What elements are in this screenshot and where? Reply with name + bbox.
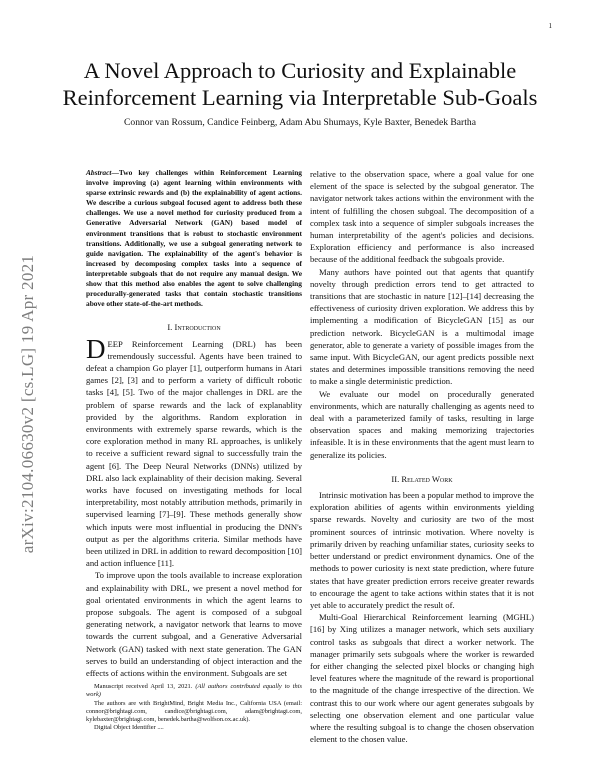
footnotes [86, 681, 302, 732]
footnote-doi: Digital Object Identifier .... [94, 724, 164, 732]
abstract [86, 168, 302, 309]
author-list: Connor van Rossum, Candice Feinberg, Adam Abu Shumays, Kyle Baxter, Benedek Bartha [124, 117, 476, 128]
paper-title: A Novel Approach to Curiosity and Explainable Reinforcement Learning via Interpretable Sub-Goals [62, 58, 538, 110]
intro-paragraph-1-text: EEP Reinforcement Learning (DRL) has been tremendously successful. Agents have been trained to defeat a champion Go player [1], outperform humans in Atari games [2], [3] and to perform a variety of difficult robotic tasks [4], [5]. Two of the major challenges in DRL are the problem of sparse rewards and the lack of explanablity provided by the algorithms. Random exploration in environments with extremely sparse rewards, which is the core exploration method in many RL approaches, is unlikely to receive a sufficient reward signal to successfully train the agent [6]. The Deep Neural Networks (DNNs) utilized by DRL also lack explainablity of their decision making. Several works have focused on investigating methods for local interpretability, most notably attribution methods, primarily in supervised learning [7]–[9]. These methods generally show which inputs were most influential in producing the DNN's output as per the algorithms criteria. Similar methods have been utilized in DRL in addition to reward decomposition [10] and action influence [11]. [86, 338, 302, 569]
drop-cap: D [86, 333, 106, 364]
footnote-received-text: Manuscript received April 13, 2021. [94, 683, 196, 691]
related-paragraph-1: Intrinsic motivation has been a popular method to improve the exploration abilities of agents within environments yielding sparse rewards. Novelty and curiosity are two of the most prominent sources of intrinsic motivation. Where novelty is primarily driven by reaching unfamiliar states, curiosity seeks to better understand or predict environment dynamics. One of the methods to power curiosity is next state prediction, where future states that have greater prediction errors receive greater rewards to encourage the agent to take actions within states that it is not yet able to accurately predict the result of. [310, 490, 534, 610]
abstract-label: Abstract [86, 168, 112, 177]
intro-paragraph-1 [86, 333, 302, 570]
footnote-affiliations: The authors are with BrightMind, Bright Media Inc., California USA (email: connor@brightagi.com, candice@brightagi.com, adam@brightagi.com, kylebaxter@brightagi.com, benedek.bartha@wolfson.ox.ac.uk). [86, 699, 302, 724]
intro-paragraph-4: Many authors have pointed out that agents that quantify novelty through prediction errors tend to get attracted to transitions that are stochastic in nature [12]–[14] decreasing the effectiveness of curiosity driven exploration. We address this by implementing a modification of BicycleGAN [15] as our prediction network. BicycleGAN is a multimodal image generator, able to generate a variety of possible images from the same input. With BicycleGAN, our agent predicts possible next states and determines impossible transitions removing the need to make a single deterministic prediction. [310, 266, 534, 387]
intro-paragraph-5: We evaluate our model on procedurally generated environments, which are naturally challenging as agents need to deal with a parameterized family of tasks, resulting in large observation spaces and making memorizing trajectories infeasible. It is in these environments that the agent must learn to generalize its policies. [310, 388, 534, 460]
page-number: 1 [548, 22, 552, 30]
section-heading-related-work: II. Related Work [391, 473, 453, 484]
abstract-text: —Two key challenges within Reinforcement Learning involve improving (a) agent learning within environments with sparse extrinsic rewards and (b) the explainability of agent actions. We describe a curious subgoal focused agent to address both these challenges. We use a novel method for curiosity produced from a Generative Adversarial Network (GAN) based model of environment transitions that is robust to stochastic environment transitions. Additionally, we use a subgoal generating network to guide navigation. The explainability of the agent's behavior is increased by decomposing complex tasks into a sequence of interpretable subgoals that do not require any manual design. We show that this method also enables the agent to solve challenging procedurally-generated tasks that contain stochastic transitions above other state-of-the-art methods. [86, 168, 302, 309]
left-column [86, 168, 302, 732]
footnote-equal-contribution: (All authors contributed equally to this work) [86, 683, 302, 699]
footnote-received [86, 683, 302, 699]
related-paragraph-2: Multi-Goal Hierarchical Reinforcement learning (MGHL) [16] by Xing utilizes a manager network, which sets auxiliary control tasks as subgoals that direct a worker network. The manager primarily sets subgoals where the worker is rewarded for either changing the selected pixel blocks or changing high level features where the magnitude of the reward is proportional to the magnitude of the change irrespective of the direction. We contrast this to our work where our agent generates subgoals by selecting one observation element and one particular value where the resulting subgoal is to change the chosen observation element to the chosen value. [310, 612, 534, 745]
intro-paragraph-2: To improve upon the tools available to increase exploration and explainability with DRL, we present a novel method for goal orientated environments in which the agent learns to propose subgoals. The agent is composed of a subgoal generating network, a navigator network that learns to move towards the current subgoal, and a Generative Adversarial Network (GAN) tasked with next state generation. The GAN serves to build an understanding of object interaction and the effects of actions within the environment. Subgoals are set [86, 570, 302, 678]
arxiv-identifier: arXiv:2104.06630v2 [cs.LG] 19 Apr 2021 [18, 254, 37, 554]
section-heading-introduction: I. Introduction [167, 322, 221, 333]
right-column [310, 168, 534, 745]
intro-paragraph-3: relative to the observation space, where a goal value for one element of the space is selected by the subgoal generator. The navigator network takes actions within the environment with the intent of fulfilling the chosen subgoal. The decomposition of a complex task into a sequence of simpler subgoals increases the human interpretability of the agent's policies and decisions. Exploration efficiency and performance is also increased because of the additional feedback the subgoals provide. [310, 169, 534, 265]
